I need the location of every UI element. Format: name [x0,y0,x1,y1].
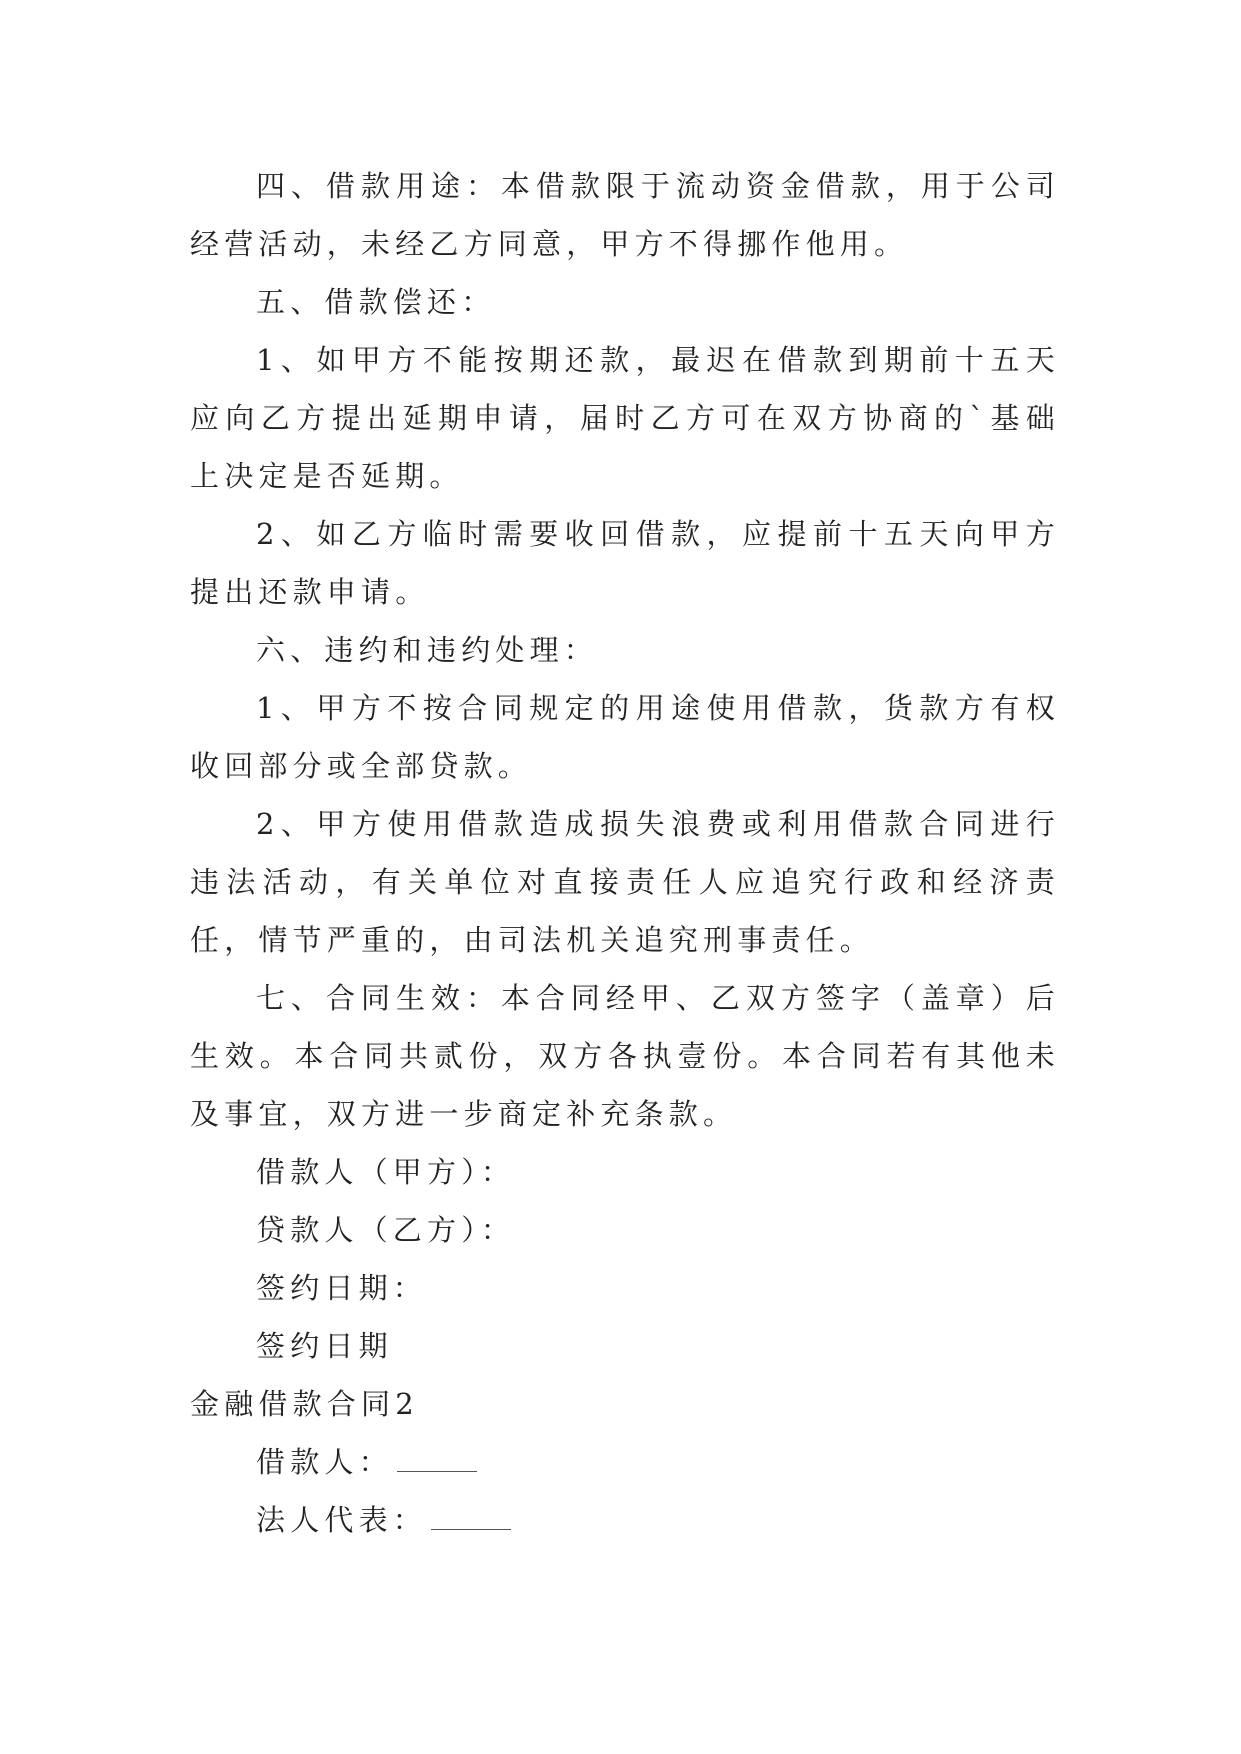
document-body [190,157,1060,1549]
paragraph-loan-purpose: 四、借款用途：本借款限于流动资金借款，用于公司经营活动，未经乙方同意，甲方不得挪作他用。 [190,169,1060,261]
paragraph-effectiveness: 七、合同生效：本合同经甲、乙双方签字（盖章）后生效。本合同共贰份，双方各执壹份。本合同若有其他未及事宜，双方进一步商定补充条款。 [190,981,1060,1131]
field-borrower-blank [397,1447,477,1472]
paragraph-repayment-heading: 五、借款偿还： [256,285,496,319]
field-borrower [190,1433,1060,1491]
field-borrower-label: 借款人： [256,1445,393,1479]
signature-date: 签约日期： [256,1271,428,1305]
signature-date-repeat: 签约日期 [256,1329,393,1363]
paragraph-repayment-1: 1、如甲方不能按期还款，最迟在借款到期前十五天应向乙方提出延期申请，届时乙方可在双方协商的`基础上决定是否延期。 [190,343,1060,493]
signature-borrower: 借款人（甲方）： [256,1155,516,1189]
signature-lender: 贷款人（乙方）： [256,1213,516,1247]
paragraph-breach-2: 2、甲方使用借款造成损失浪费或利用借款合同进行违法活动，有关单位对直接责任人应追究行政和经济责任，情节严重的，由司法机关追究刑事责任。 [190,807,1060,957]
field-legal-representative-blank [431,1505,511,1530]
paragraph-repayment-2: 2、如乙方临时需要收回借款，应提前十五天向甲方提出还款申请。 [190,517,1060,609]
paragraph-breach-1: 1、甲方不按合同规定的用途使用借款，货款方有权收回部分或全部贷款。 [190,691,1060,783]
field-legal-representative-label: 法人代表： [256,1503,428,1537]
section-title: 金融借款合同2 [190,1387,419,1421]
paragraph-breach-heading: 六、违约和违约处理： [256,633,599,667]
field-legal-representative [190,1491,1060,1549]
